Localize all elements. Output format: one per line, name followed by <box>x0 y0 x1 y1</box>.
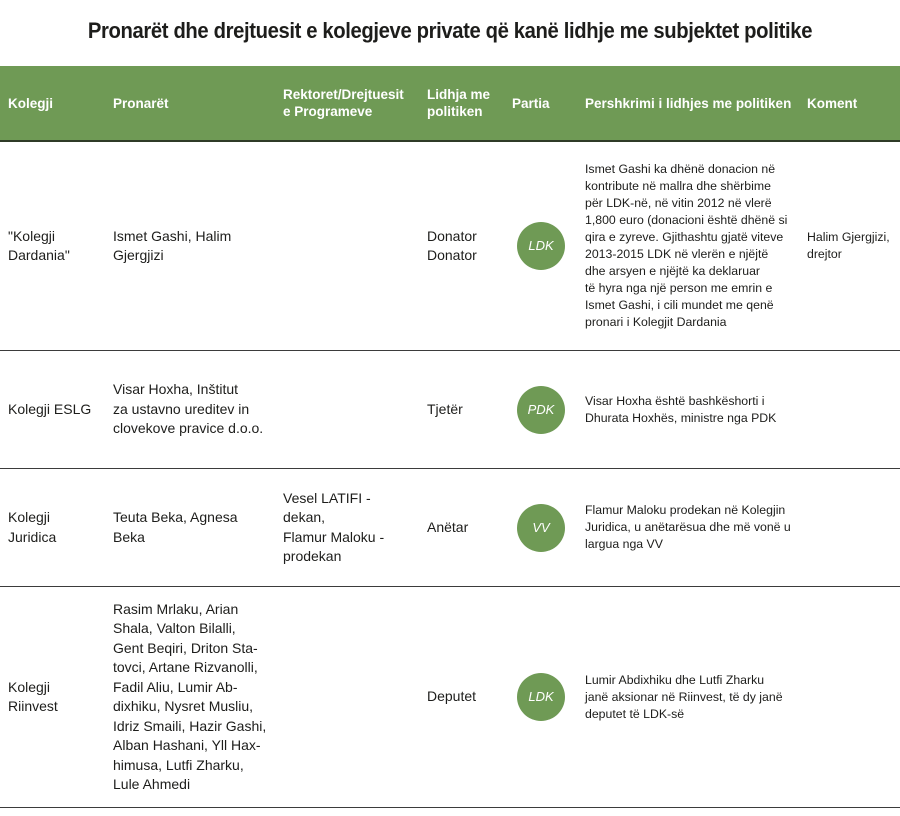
header-rektoret: Rektoret/Drejtuesit e Programeve <box>283 87 404 119</box>
table-row <box>0 142 900 351</box>
cell-lidhja: Deputet <box>427 688 477 705</box>
party-badge: PDK <box>517 386 565 434</box>
cell-koment: Halim Gjergjizi, drejtor <box>807 230 890 261</box>
cell-pronaret: Teuta Beka, Agnesa Beka <box>113 509 238 545</box>
table-row <box>0 469 900 587</box>
page-title: Pronarët dhe drejtuesit e kolegjeve private që kanë lidhje me subjektet politike <box>87 18 813 43</box>
header-partia: Partia <box>512 95 550 111</box>
cell-rektoret <box>283 351 413 468</box>
cell-pershkrimi: Visar Hoxha është bashkëshorti i Dhurata Hoxhës, ministre nga PDK <box>585 393 777 425</box>
cell-rektoret <box>283 587 413 807</box>
cell-pronaret: Rasim Mrlaku, Arian Shala, Valton Bilalli, Gent Beqiri, Driton Sta- tovci, Artane Rizvanolli, Fadil Aliu, Lumir Ab- dixhiku, Nysret Musliu, Idriz Smaili, Hazir Gashi, Alban Hashani, Yll Hax- himusa, Lutfi Zharku, Lule Ahmedi <box>113 600 267 792</box>
cell-lidhja: Donator Donator <box>427 227 477 263</box>
table-row <box>0 351 900 469</box>
cell-pershkrimi: Lumir Abdixhiku dhe Lutfi Zharku janë aksionar në Riinvest, të dy janë deputet të LDK-së <box>585 672 783 721</box>
cell-pronaret: Ismet Gashi, Halim Gjergjizi <box>113 227 232 263</box>
cell-pershkrimi: Flamur Maloku prodekan në Kolegjin Juridica, u anëtarësua dhe më vonë u largua nga VV <box>585 503 791 551</box>
cell-pronaret: Visar Hoxha, Inštitut za ustavno ureditev in clovekove pravice d.o.o. <box>113 381 264 437</box>
party-badge: LDK <box>517 673 565 721</box>
cell-kolegji: Kolegji Riinvest <box>8 678 58 714</box>
header-kolegji: Kolegji <box>8 95 54 111</box>
header-koment: Koment <box>807 95 858 111</box>
cell-koment <box>807 587 897 807</box>
party-badge: LDK <box>517 222 565 270</box>
cell-partia <box>510 351 572 468</box>
table-header <box>0 66 900 142</box>
header-pronaret: Pronarët <box>113 95 169 111</box>
cell-lidhja: Tjetër <box>427 400 463 417</box>
cell-partia <box>510 587 572 807</box>
cell-kolegji: "Kolegji Dardania" <box>8 227 70 263</box>
cell-kolegji: Kolegji Juridica <box>8 509 57 545</box>
header-lidhja: Lidhja me politiken <box>427 87 491 119</box>
party-badge: VV <box>517 504 565 552</box>
cell-partia <box>510 469 572 586</box>
table-row <box>0 587 900 808</box>
header-pershkrimi: Pershkrimi i lidhjes me politiken <box>585 95 792 111</box>
cell-pershkrimi: Ismet Gashi ka dhënë donacion në kontribute në mallra dhe shërbime për LDK-në, në vitin 2012 në vlerë 1,800 euro (donacioni është dhënë si qira e zyreve. Gjithashtu gjatë viteve 2013-2015 LDK në vlerën e njëjtë dhe arsyen e njëjtë ka deklaruar të hyra nga një person me emrin e Ismet Gashi, i cili mundet me qenë pronari i Kolegjit Dardania <box>585 162 788 329</box>
cell-rektoret <box>283 142 413 350</box>
cell-rektoret: Vesel LATIFI - dekan, Flamur Maloku - prodekan <box>283 489 385 564</box>
cell-koment <box>807 469 897 586</box>
cell-partia <box>510 142 572 350</box>
cell-koment <box>807 351 897 468</box>
cell-lidhja: Anëtar <box>427 518 469 535</box>
cell-kolegji: Kolegji ESLG <box>8 400 92 417</box>
